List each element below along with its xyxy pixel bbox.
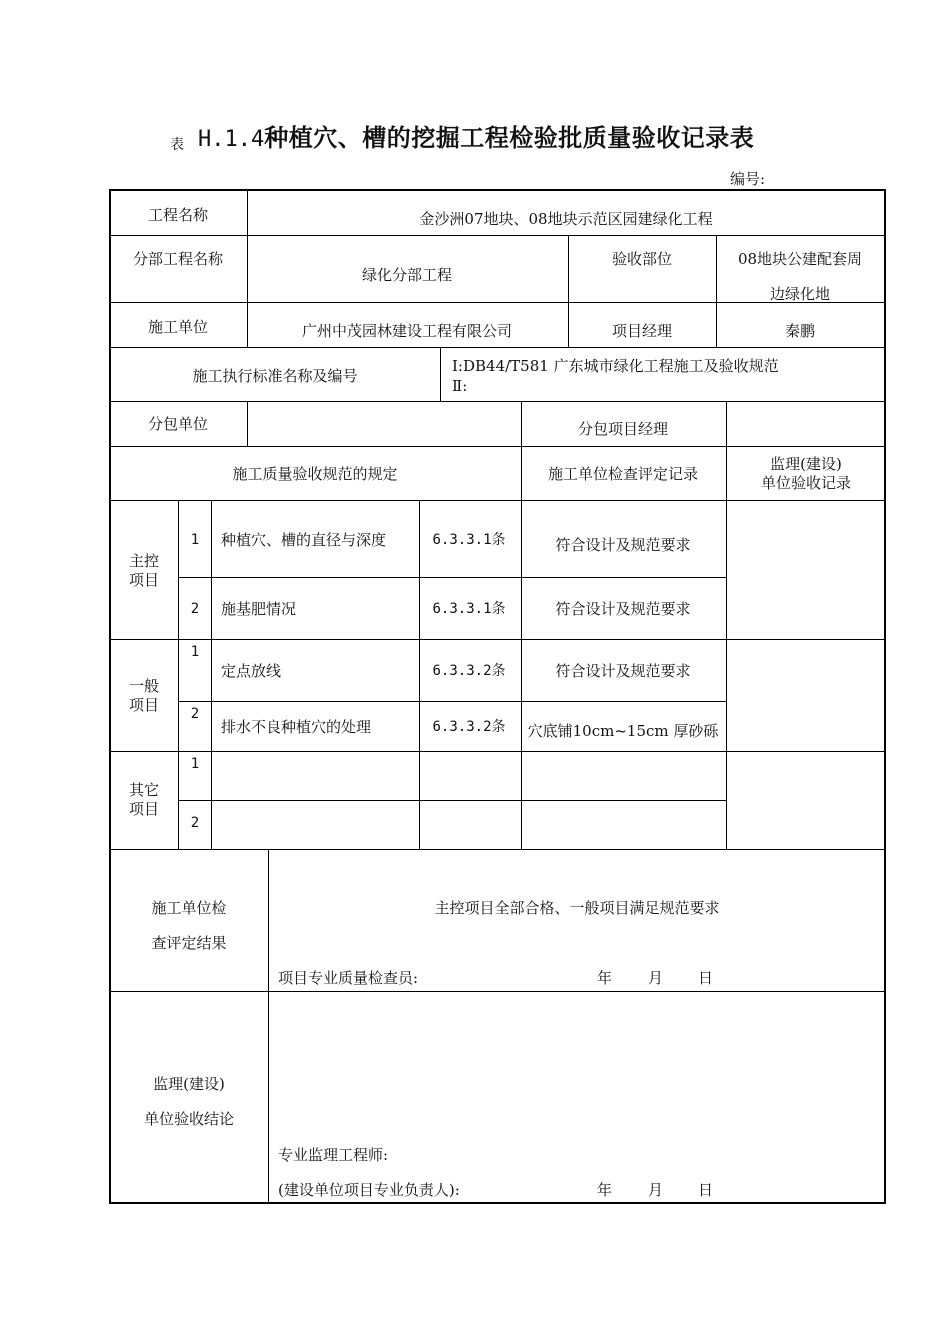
group-main-1: 主控 bbox=[128, 552, 160, 570]
group-main-2: 项目 bbox=[128, 571, 160, 589]
project-manager-label: 项目经理 bbox=[611, 322, 673, 340]
result-month: 月 bbox=[648, 969, 664, 987]
row-number: 1 bbox=[190, 644, 200, 660]
project-manager-value: 秦鹏 bbox=[784, 322, 816, 340]
row-item: 排水不良种植穴的处理 bbox=[221, 718, 372, 736]
supervision-year: 年 bbox=[597, 1181, 613, 1199]
subcontract-manager-label: 分包项目经理 bbox=[577, 420, 669, 438]
row-clause: 6.3.3.1条 bbox=[432, 532, 506, 548]
inspection-part-value-2: 边绿化地 bbox=[769, 285, 831, 303]
row-item: 定点放线 bbox=[221, 662, 282, 680]
row-number: 1 bbox=[190, 532, 200, 548]
standard-label: 施工执行标准名称及编号 bbox=[192, 367, 358, 385]
row-number: 2 bbox=[190, 706, 200, 722]
group-other-2: 项目 bbox=[128, 800, 160, 818]
row-clause: 6.3.3.2条 bbox=[432, 719, 506, 735]
header-supervisor-2: 单位验收记录 bbox=[760, 474, 852, 492]
inspection-part-label: 验收部位 bbox=[611, 250, 673, 268]
inspection-table bbox=[109, 189, 886, 1204]
result-label-1: 施工单位检 bbox=[151, 899, 227, 917]
page-title bbox=[198, 118, 754, 153]
row-number: 2 bbox=[190, 815, 200, 831]
group-general-2: 项目 bbox=[128, 696, 160, 714]
result-inspector: 项目专业质量检查员: bbox=[278, 969, 419, 987]
sub-project-value: 绿化分部工程 bbox=[361, 266, 453, 284]
construction-unit-value: 广州中茂园林建设工程有限公司 bbox=[301, 322, 513, 340]
row-record: 符合设计及规范要求 bbox=[555, 600, 691, 618]
result-text: 主控项目全部合格、一般项目满足规范要求 bbox=[434, 899, 720, 917]
row-number: 1 bbox=[190, 756, 200, 772]
supervision-engineer: 专业监理工程师: bbox=[278, 1146, 389, 1164]
row-item: 施基肥情况 bbox=[221, 600, 297, 618]
row-record: 符合设计及规范要求 bbox=[555, 662, 691, 680]
row-item: 种植穴、槽的直径与深度 bbox=[221, 531, 387, 549]
title-code: H.1.4 bbox=[198, 127, 265, 152]
row-record: 穴底铺10cm~15cm 厚砂砾 bbox=[527, 722, 719, 740]
header-spec: 施工质量验收规范的规定 bbox=[232, 465, 398, 483]
standard-line-2: Ⅱ: bbox=[452, 377, 468, 395]
row-record: 符合设计及规范要求 bbox=[555, 536, 691, 554]
group-other-1: 其它 bbox=[128, 781, 160, 799]
subcontract-label: 分包单位 bbox=[147, 415, 209, 433]
title-prefix: 表 bbox=[170, 137, 184, 153]
result-year: 年 bbox=[597, 969, 613, 987]
sub-project-label: 分部工程名称 bbox=[132, 250, 224, 268]
standard-line-1: Ⅰ:DB44/T581 广东城市绿化工程施工及验收规范 bbox=[452, 357, 779, 375]
row-clause: 6.3.3.2条 bbox=[432, 663, 506, 679]
number-label: 编号: bbox=[730, 170, 766, 188]
supervision-day: 日 bbox=[698, 1181, 714, 1199]
supervision-label-1: 监理(建设) bbox=[153, 1075, 225, 1093]
row-clause: 6.3.3.1条 bbox=[432, 601, 506, 617]
supervision-month: 月 bbox=[648, 1181, 664, 1199]
construction-unit-label: 施工单位 bbox=[147, 318, 209, 336]
inspection-part-value-1: 08地块公建配套周 bbox=[737, 250, 863, 268]
supervision-label-2: 单位验收结论 bbox=[143, 1110, 235, 1128]
header-check: 施工单位检查评定记录 bbox=[547, 465, 699, 483]
row-number: 2 bbox=[190, 601, 200, 617]
group-general-1: 一般 bbox=[128, 677, 160, 695]
project-name-value: 金沙洲07地块、08地块示范区园建绿化工程 bbox=[419, 210, 713, 228]
result-label-2: 查评定结果 bbox=[151, 934, 227, 952]
title-text: 种植穴、槽的挖掘工程检验批质量验收记录表 bbox=[264, 124, 755, 152]
result-day: 日 bbox=[698, 969, 714, 987]
project-name-label: 工程名称 bbox=[147, 206, 209, 224]
supervision-owner: (建设单位项目专业负责人): bbox=[278, 1181, 460, 1199]
header-supervisor-1: 监理(建设) bbox=[770, 455, 842, 473]
